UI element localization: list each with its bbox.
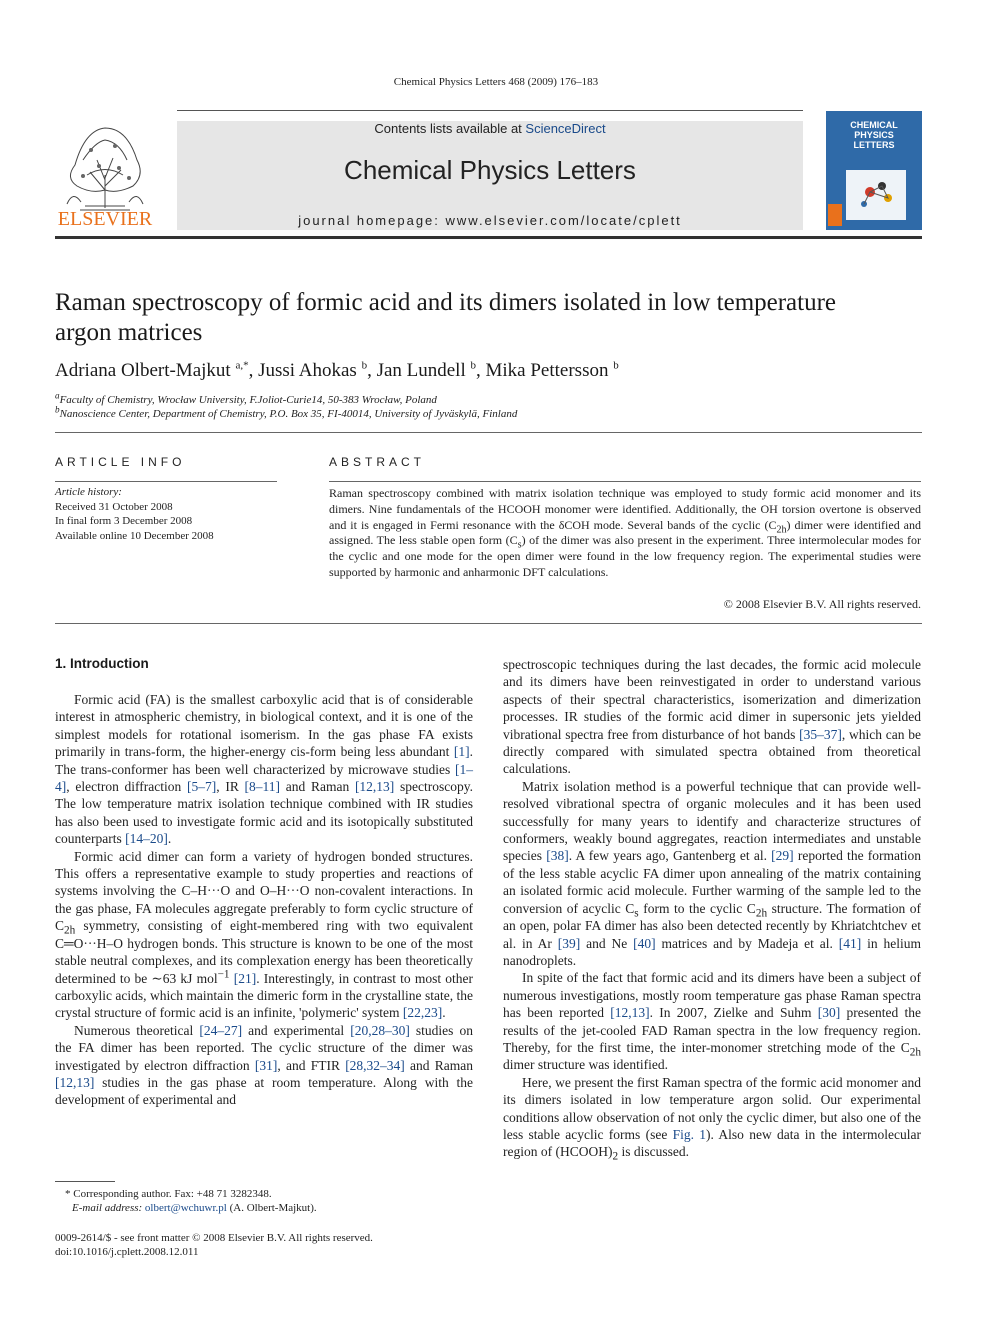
citation-link[interactable]: [12,13] [55,1074,95,1090]
author-affiliation-mark[interactable]: b [361,359,368,372]
paragraph [55,848,473,1022]
author-name: Jussi Ahokas [258,360,357,381]
text-run: Here, we present the first Raman spectra of the formic acid monomer and its dimers isolated in low temperature argon solid. Our experimental conditions allow observation of not only the cyclic dimer, but also one of the less stable acyclic forms (see [503,1074,921,1142]
sciencedirect-link[interactable]: ScienceDirect [525,121,606,136]
subscript: 2 [612,1151,619,1164]
paragraph [55,691,473,848]
text-run: . In 2007, Zielke and Suhm [649,1005,818,1021]
text-run: In spite of the fact that formic acid and its dimers have been a subject of numerous investigations, mostly room temperature gas phase Raman spectra has been reported [503,970,921,1021]
abstract-subscript: s [517,539,522,551]
citation-link[interactable]: [38] [546,848,569,864]
history-label: Article history: [55,486,122,498]
history-final-form: In final form 3 December 2008 [55,515,193,528]
abstract-text-part: ) dimer were identified and assigned. The less stable open form (C [329,517,921,548]
intro-heading: 1. Introduction [55,656,149,671]
text-run: reported the formation of the less stable acyclic FA dimer upon annealing of the matrix containing an isolated formic acid molecule. Further warming of the sample led to the conversion of acyclic C [503,848,921,916]
citation-link[interactable]: [31] [254,1057,278,1073]
citation-link[interactable]: [41] [838,935,862,951]
text-run: and Ne [580,935,634,951]
text-run: studies on the FA dimer has been reported. The cyclic structure of the dimer was investigated by electron diffraction [55,1022,473,1073]
abstract-subscript: 2h [776,523,787,535]
author-affiliation-mark[interactable]: b [613,359,619,372]
contents-line [177,121,803,136]
citation-link[interactable]: [39] [557,935,581,951]
right-column [503,656,922,1164]
affiliation-text: Nanoscience Center, Department of Chemistry, P.O. Box 35, FI-40014, University of Jyväskylä, Finland [59,408,518,420]
author-name: Mika Pettersson [485,360,609,381]
text-run: . Interestingly, in contrast to most other carboxylic acids, which maintain the dimeric form in the crystalline state, the crystal structure of formic acid is an infinite, 'polymeric' system [55,970,473,1021]
subscript: s [634,907,639,920]
text-run: Numerous theoretical [74,1022,200,1038]
paragraph [503,778,921,969]
text-run: dimer structure was identified. [503,1057,668,1073]
abstract-copyright: © 2008 Elsevier B.V. All rights reserved. [723,597,921,611]
subscript: 2h [755,907,768,920]
citation-link[interactable]: [20,28–30] [350,1022,410,1038]
text-run: Matrix isolation method is a powerful technique that can provide well-resolved vibrational spectra of organic molecules and it has been used successfully for many years to identify and characterize structures of conformers, weakly bound aggregates, reaction intermediates and unstable species [503,778,921,864]
text-run: presented the results of the jet-cooled FAD Raman spectra in the low frequency region. Thereby, for the first time, the inter-monomer stretching mode of the C [503,1005,921,1055]
citation-link[interactable]: [8–11] [244,779,281,795]
text-run: , IR [216,779,245,795]
header-rule [177,110,803,111]
text-run: . [442,1005,446,1021]
subscript: 2h [64,924,76,937]
corresponding-author-note [55,1187,485,1201]
paragraph [503,969,921,1073]
author-name: Jan Lundell [376,360,466,381]
text-run: ). Also new data in the intermolecular region of (HCOOH) [503,1126,922,1160]
text-run: symmetry, consisting of eight-membered ring with two equivalent C═O···H–O hydrogen bonds. This structure is known to be one of the most stable neutral complexes, and its complexation energy has been theoretically determined to be ∼63 kJ mol [55,918,473,986]
affiliation [55,390,935,406]
journal-citation: Chemical Physics Letters 468 (2009) 176–183 [393,76,599,88]
citation-link[interactable]: [40] [633,935,656,951]
paragraph [503,656,921,778]
citation-link[interactable]: [5–7] [186,779,217,795]
contents-prefix: Contents lists available at [374,121,526,136]
paragraph [503,1074,922,1164]
text-run: spectroscopic techniques during the last decades, the formic acid molecule and its dimers have been reinvestigated in order to understand various aspects of their spectral characteristics, isomerization and dimerization processes. IR studies of the formic acid dimer in supersonic jets yielded vibrational spectra free from disturbance of hot bands [503,657,921,742]
text-run: spectroscopy. The low temperature matrix isolation technique combined with IR studies has also been used to investigate formic acid and its isotopically substituted counterparts [55,779,474,847]
text-run: Formic acid dimer can form a variety of hydrogen bonded structures. This offers a representative example to study properties and reactions of systems involving the C–H···O and O–H···O non-covalent interactions. In the gas phase, FA molecules aggregate preferably to form cyclic structure of C [55,848,473,934]
title-line: Raman spectroscopy of formic acid and its dimers isolated in low temperature [55,289,837,316]
abstract-text-part: ) of the dimer was also present in the experiment. Three intermolecular modes for the cyclic and one mode for the open dimer were found in the low frequency region. The experimental studies were supported by harmonic and anharmonic DFT calculations. [329,533,921,579]
article-info-rule [55,481,277,482]
citation-link[interactable]: [1] [453,744,470,760]
citation-link[interactable]: [35–37] [799,726,842,742]
history-received: Received 31 October 2008 [55,500,173,513]
figure-link[interactable]: Fig. 1 [672,1126,707,1142]
author-list: Adriana Olbert-Majkut $^{a,*}$, Jussi Ahokas $^b$, Jan Lundell $^b$, Mika Pettersson $^b$ [55,359,619,381]
text-run: matrices and by Madeja et al. [655,935,839,951]
text-run: form to the cyclic C [638,900,756,916]
citation-link[interactable]: [14–20] [125,831,168,847]
text-run: . [167,831,172,847]
article-history [55,485,277,543]
article-info-heading: ARTICLE INFO [55,455,186,469]
doi-line[interactable]: doi:10.1016/j.cplett.2008.12.011 [55,1246,199,1258]
text-run: Formic acid (FA) is the smallest carboxylic acid that is of considerable interest in atmospheric chemistry, in biological context, and it is one of the simplest models for rotational isomerism. In the gas phase FA exists primarily in trans-form, the higher-energy cis-form being less abundant [55,692,473,760]
subscript: 2h [909,1046,921,1059]
cover-title-line: LETTERS [853,140,895,150]
paragraph [55,1022,473,1109]
text-run: . The trans-conformer has been well characterized by microwave studies [55,744,473,777]
author-affiliation-mark[interactable]: a,* [235,359,249,372]
text-run: , which can be directly compared with simulated spectra obtained from theoretical calculations. [503,726,921,777]
cover-title-line: PHYSICS [854,130,894,140]
author-name: Adriana Olbert-Majkut [55,360,231,381]
journal-homepage[interactable]: journal homepage: www.elsevier.com/locate/cplett [298,213,682,228]
citation-link[interactable]: [21] [233,970,257,986]
history-online: Available online 10 December 2008 [55,529,214,542]
citation-link[interactable]: [12,13] [354,779,395,795]
section-rule [55,432,922,433]
affiliation-text: Faculty of Chemistry, Wrocław University, F.Joliot-Curie14, 50-383 Wrocław, Poland [59,394,437,406]
text-run: and Raman [280,779,355,795]
left-column [55,691,473,1109]
email-label: E-mail address: [72,1202,143,1214]
abstract-text-part: Raman spectroscopy combined with matrix isolation technique was employed to study formic acid monomer and its dimers. Nine fundamentals of the HCOOH monomer were identified. Additionally, the OH torsion overtone is observed and it is engaged in Fermi resonance with the δCOH mode. Several bands of the cyclic (C [329,486,921,532]
issn-line: 0009-2614/$ - see front matter © 2008 Elsevier B.V. All rights reserved. [55,1232,373,1244]
citation-link[interactable]: [12,13] [610,1005,650,1021]
email-note [55,1201,492,1215]
text-run: , and FTIR [277,1057,346,1073]
superscript: −1 [217,968,230,980]
text-run: and Raman [404,1057,474,1073]
corresponding-text: Corresponding author. Fax: +48 71 3282348. [73,1188,272,1200]
section-rule [55,623,922,624]
email-owner: (A. Olbert-Majkut). [229,1202,317,1214]
title-line: argon matrices [55,319,203,346]
abstract-rule [329,481,921,482]
cover-illustration [826,160,922,230]
text-run: studies in the gas phase at room temperature. Along with the development of experimental and [55,1074,473,1108]
article-title [55,288,935,348]
abstract-body [329,486,921,581]
affiliation-mark: a [55,390,60,401]
journal-name: Chemical Physics Letters [344,155,636,185]
abstract-heading: ABSTRACT [329,455,426,469]
header-thick-rule [55,236,922,239]
email-link[interactable]: olbert@wchuwr.pl [144,1202,227,1214]
author-affiliation-mark[interactable]: b [470,359,476,372]
elsevier-wordmark: ELSEVIER [57,208,153,230]
affiliation [55,404,935,420]
text-run: and experimental [242,1022,351,1038]
citation-link[interactable]: [1–4] [55,761,473,795]
citation-link[interactable]: [29] [771,848,794,864]
text-run: in helium nanodroplets. [503,935,922,968]
citation-link[interactable]: [22,23] [402,1005,443,1021]
text-run: . A few years ago, Gantenberg et al. [568,848,772,864]
citation-link[interactable]: [24–27] [199,1022,243,1038]
text-run: is discussed. [618,1144,689,1160]
citation-link[interactable]: [28,32–34] [345,1057,405,1073]
cover-title-line: CHEMICAL [850,120,898,130]
asterisk-mark: * [65,1188,74,1200]
affiliation-mark: b [55,404,60,415]
text-run: , electron diffraction [66,779,187,795]
text-run: structure. The formation of an open, polar FA dimer has also been detected recently by Khriatchtchev et al. in Ar [503,900,922,951]
footnote-rule [55,1181,115,1182]
citation-link[interactable]: [30] [817,1005,841,1021]
journal-cover-title [826,120,922,150]
